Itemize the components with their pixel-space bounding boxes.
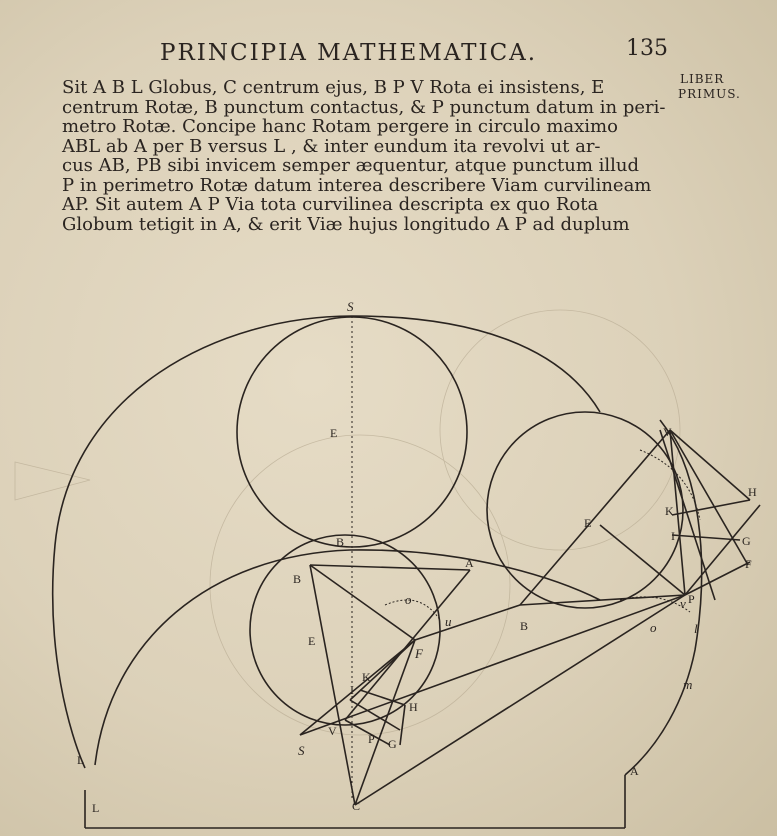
line-S-P [300, 595, 685, 735]
label-S-top: S [347, 299, 354, 314]
text-line: Globum tetigit in A, & erit Viæ hujus longitudo A P ad duplum [62, 213, 630, 235]
label-F-right: F [745, 557, 752, 571]
label-K-right: K [665, 504, 674, 518]
text-line: AP. Sit autem A P Via tota curvilinea descripta ex quo Rota [62, 194, 599, 215]
text-line: metro Rotæ. Concipe hanc Rotam pergere in circulo maximo [62, 116, 618, 137]
marginal-note-line-2: PRIMUS. [678, 87, 741, 101]
label-K-low: K [362, 670, 371, 684]
label-E-top: E [330, 426, 338, 440]
line-B-V [520, 430, 670, 605]
marginal-note-line-1: LIBER [680, 72, 725, 86]
page-header [0, 36, 777, 70]
label-C-bottom: C [352, 799, 361, 813]
label-o-left: o [405, 592, 412, 607]
label-B-mid: B [520, 619, 529, 633]
line-I-G [672, 535, 740, 540]
line-P-H [685, 505, 760, 595]
label-u-left: u [445, 614, 452, 629]
label-m-right: m [683, 677, 693, 692]
line-B-A [310, 565, 470, 570]
line-B-F [310, 565, 415, 640]
marginal-note [680, 72, 741, 102]
label-P-low: P [368, 732, 375, 746]
label-P-right: P [688, 592, 695, 606]
label-E-left: E [308, 634, 316, 648]
line-V-H [670, 430, 750, 500]
label-o-right: o [650, 620, 657, 635]
dotted-arcs [385, 450, 700, 620]
label-H-low: H [409, 700, 418, 714]
label-F-left: F [415, 646, 423, 661]
line-I-H [360, 690, 405, 705]
text-line: cus AB, PB sibi invicem semper æquentur, atque punctum illud [62, 155, 640, 176]
right-circle [487, 412, 683, 608]
text-line: P in perimetro Rotæ datum interea describere Viam curvilineam [62, 174, 652, 196]
label-B-top: B [336, 535, 345, 549]
page-number: 135 [626, 36, 668, 61]
lower-circle [250, 535, 440, 725]
line-P-F [685, 562, 750, 595]
label-H-right: H [748, 485, 757, 499]
label-S-low: S [298, 743, 305, 758]
label-E-right: E [584, 516, 592, 530]
paragraph [62, 78, 678, 234]
label-V-low: V [328, 724, 337, 738]
label-A-upper: A [465, 556, 474, 570]
outer-curve-right [352, 316, 600, 412]
text-line: ABL ab A per B versus L , & inter eundum ita revolvi ut ar- [62, 135, 601, 157]
text-line: Sit A B L Globus, C centrum ejus, B P V Rota ei insistens, E [62, 77, 605, 98]
label-l-right: l [694, 621, 698, 636]
geometric-figure [0, 290, 777, 836]
line-F-B [415, 605, 520, 640]
bleed-through [15, 310, 680, 735]
line-H-G [400, 705, 405, 745]
figure-labels [77, 299, 757, 815]
running-head: PRINCIPIA MATHEMATICA. [160, 40, 538, 66]
label-I-low: I [350, 683, 354, 697]
label-L-bottom: L [92, 801, 100, 815]
label-G-low: G [388, 737, 397, 751]
figure-lines [53, 316, 760, 828]
line-C-B [310, 565, 355, 805]
globus-arc [95, 550, 600, 765]
label-V-right: V [663, 425, 672, 439]
label-B-left: B [293, 572, 302, 586]
label-G-right: G [742, 534, 751, 548]
label-L-left: L [77, 753, 85, 767]
label-v-right: v [680, 596, 686, 611]
text-line: centrum Rotæ, B punctum contactus, & P punctum datum in peri- [62, 96, 666, 118]
label-I-right: I [671, 529, 675, 543]
outer-curve [53, 316, 352, 768]
label-A-bottom: A [630, 764, 639, 778]
line-K-F [350, 640, 415, 700]
